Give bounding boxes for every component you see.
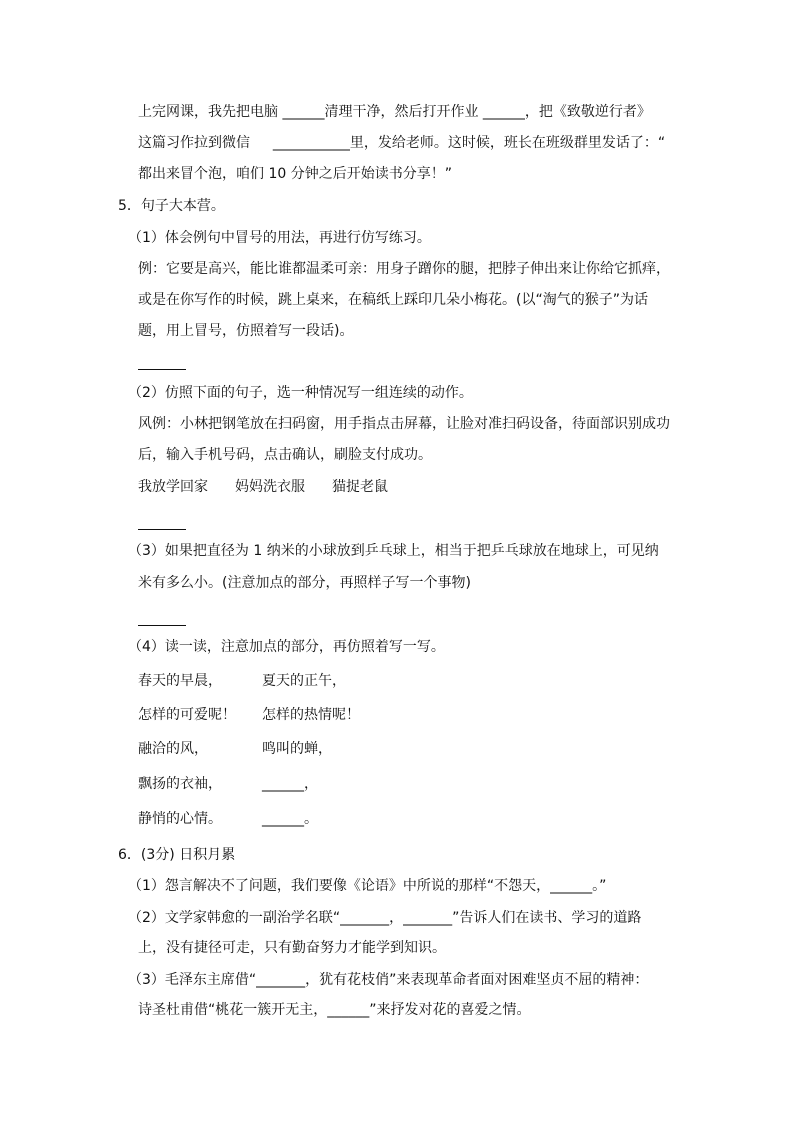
q5-part1-prompt: （1）体会例句中冒号的用法，再进行仿写练习。 xyxy=(128,230,431,246)
poem-left-line: 春天的早晨， xyxy=(138,673,222,689)
poem-left-line: 怎样的可爱呢！ xyxy=(138,707,236,723)
poem-right-line: 怎样的热情呢！ xyxy=(262,707,360,723)
poem-right-line: 夏天的正午， xyxy=(262,673,346,689)
question-6-title: 6．(3分) 日积月累 xyxy=(118,847,236,863)
q5-part3-line: 米有多么小。(注意加点的部分，再照样子写一个事物) xyxy=(138,575,471,591)
q6-line: 诗圣杜甫借“桃花一簇开无主，______”来抒发对花的喜爱之情。 xyxy=(138,1002,531,1018)
answer-blank[interactable] xyxy=(138,369,186,370)
q4-text-line: 都出来冒个泡，咱们 10 分钟之后开始读书分享！” xyxy=(138,166,452,182)
poem-right-line: ______。 xyxy=(262,811,318,827)
q6-line: （1）怨言解决不了问题，我们要像《论语》中所说的那样“不怨天，______。” xyxy=(128,878,607,894)
q6-line: （2）文学家韩愈的一副治学名联“_______，_______”告诉人们在读书、学习的道路 xyxy=(128,910,642,926)
q6-line: （3）毛泽东主席借“_______，犹有花枝俏”来表现革命者面对困难坚贞不屈的精神： xyxy=(128,972,649,988)
q5-part4-prompt: （4）读一读，注意加点的部分，再仿照着写一写。 xyxy=(128,639,445,655)
q4-text-line: 这篇习作拉到微信 ___________里，发给老师。这时候，班长在班级群里发话了：“ xyxy=(138,135,666,151)
poem-right-line: ______， xyxy=(262,776,318,792)
q5-part2-example: 风例：小林把钢笔放在扫码窗，用手指点击屏幕，让脸对准扫码设备，待面部识别成功 xyxy=(138,416,670,432)
answer-blank[interactable] xyxy=(138,625,186,626)
answer-blank[interactable] xyxy=(138,529,186,530)
q5-part1-example: 题，用上冒号，仿照着写一段话)。 xyxy=(138,323,354,339)
q5-part1-example: 例：它要是高兴，能比谁都温柔可亲：用身子蹭你的腿，把脖子伸出来让你给它抓痒， xyxy=(138,261,670,277)
q4-text-line: 上完网课，我先把电脑 ______清理干净，然后打开作业 ______，把《致敬逆行者》 xyxy=(138,104,651,120)
q5-option: 猫捉老鼠 xyxy=(332,479,388,495)
q5-option: 妈妈洗衣服 xyxy=(235,479,305,495)
q6-line: 上，没有捷径可走，只有勤奋努力才能学到知识。 xyxy=(138,940,446,956)
q5-part3-line: （3）如果把直径为 1 纳米的小球放到乒乓球上，相当于把乒乓球放在地球上，可见纳 xyxy=(128,543,659,559)
poem-left-line: 融洽的风， xyxy=(138,741,208,757)
q5-part2-prompt: （2）仿照下面的句子，选一种情况写一组连续的动作。 xyxy=(128,385,473,401)
q5-part2-example: 后，输入手机号码，点击确认，刷脸支付成功。 xyxy=(138,447,432,463)
q5-part1-example: 或是在你写作的时候，跳上桌来，在稿纸上踩印几朵小梅花。(以“淘气的猴子”为话 xyxy=(138,292,648,308)
question-5-title: 5．句子大本营。 xyxy=(118,198,225,214)
q5-option: 我放学回家 xyxy=(138,479,208,495)
poem-right-line: 鸣叫的蝉， xyxy=(262,741,332,757)
poem-left-line: 飘扬的衣袖， xyxy=(138,776,222,792)
poem-left-line: 静悄的心情。 xyxy=(138,811,222,827)
